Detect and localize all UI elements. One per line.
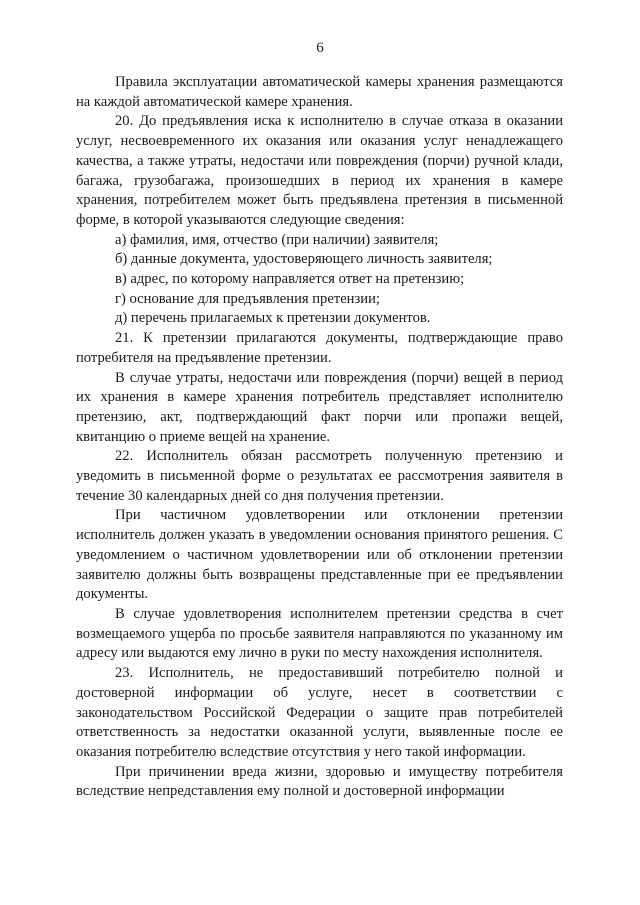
page-number: 6 <box>316 40 324 56</box>
paragraph-23: 23. Исполнитель, не предоставивший потребителю полной и достоверной информации об услуге, несет в соответствии с законодательством Российской Федерации о защите прав потребителей ответственность за недостатки оказанной услуги, выявленные после ее оказания потребителю вследствие отсутствия у него такой информации. <box>76 665 563 760</box>
list-item-a: а) фамилия, имя, отчество (при наличии) заявителя; <box>115 231 439 248</box>
list-item-v: в) адрес, по которому направляется ответ на претензию; <box>115 271 465 288</box>
paragraph-22-satisfaction: В случае удовлетворения исполнителем претензии средства в счет возмещаемого ущерба по просьбе заявителя направляются по указанному им адресу или выдаются ему лично в руки по месту нахождения исполнителя. <box>76 605 563 662</box>
paragraph-22-partial: При частичном удовлетворении или отклонении претензии исполнитель должен указать в уведомлении основания принятого решения. С уведомлением о частичном удовлетворении или об отклонении претензии заявителю должны быть возвращены представленные при ее предъявлении документы. <box>76 507 563 603</box>
document-body <box>76 73 563 802</box>
paragraph-rules-placement: Правила эксплуатации автоматической камеры хранения размещаются на каждой автоматической камере хранения. <box>76 74 563 110</box>
list-item-b: б) данные документа, удостоверяющего личность заявителя; <box>115 251 493 268</box>
paragraph-20: 20. До предъявления иска к исполнителю в случае отказа в оказании услуг, несвоевременного их оказания или оказания услуг ненадлежащего качества, а также утраты, недостачи или повреждения (порчи) ручной клади, багажа, грузобагажа, произошедших в период их хранения в камере хранения, потребителем может быть предъявлена претензия в письменной форме, в которой указываются следующие сведения: <box>76 113 563 228</box>
paragraph-21: 21. К претензии прилагаются документы, подтверждающие право потребителя на предъявление претензии. <box>76 330 563 366</box>
paragraph-23-harm: При причинении вреда жизни, здоровью и имуществу потребителя вследствие непредставления ему полной и достоверной информации <box>76 763 563 800</box>
paragraph-21-loss: В случае утраты, недостачи или повреждения (порчи) вещей в период их хранения в камере хранения потребитель представляет исполнителю претензию, акт, подтверждающий факт порчи или пропажи вещей, квитанцию о приеме вещей на хранение. <box>76 369 563 445</box>
list-item-d: д) перечень прилагаемых к претензии документов. <box>115 310 431 327</box>
paragraph-22: 22. Исполнитель обязан рассмотреть полученную претензию и уведомить в письменной форме о результатах ее рассмотрения заявителя в течение 30 календарных дней со дня получения претензии. <box>76 448 563 504</box>
list-item-g: г) основание для предъявления претензии; <box>115 290 380 307</box>
